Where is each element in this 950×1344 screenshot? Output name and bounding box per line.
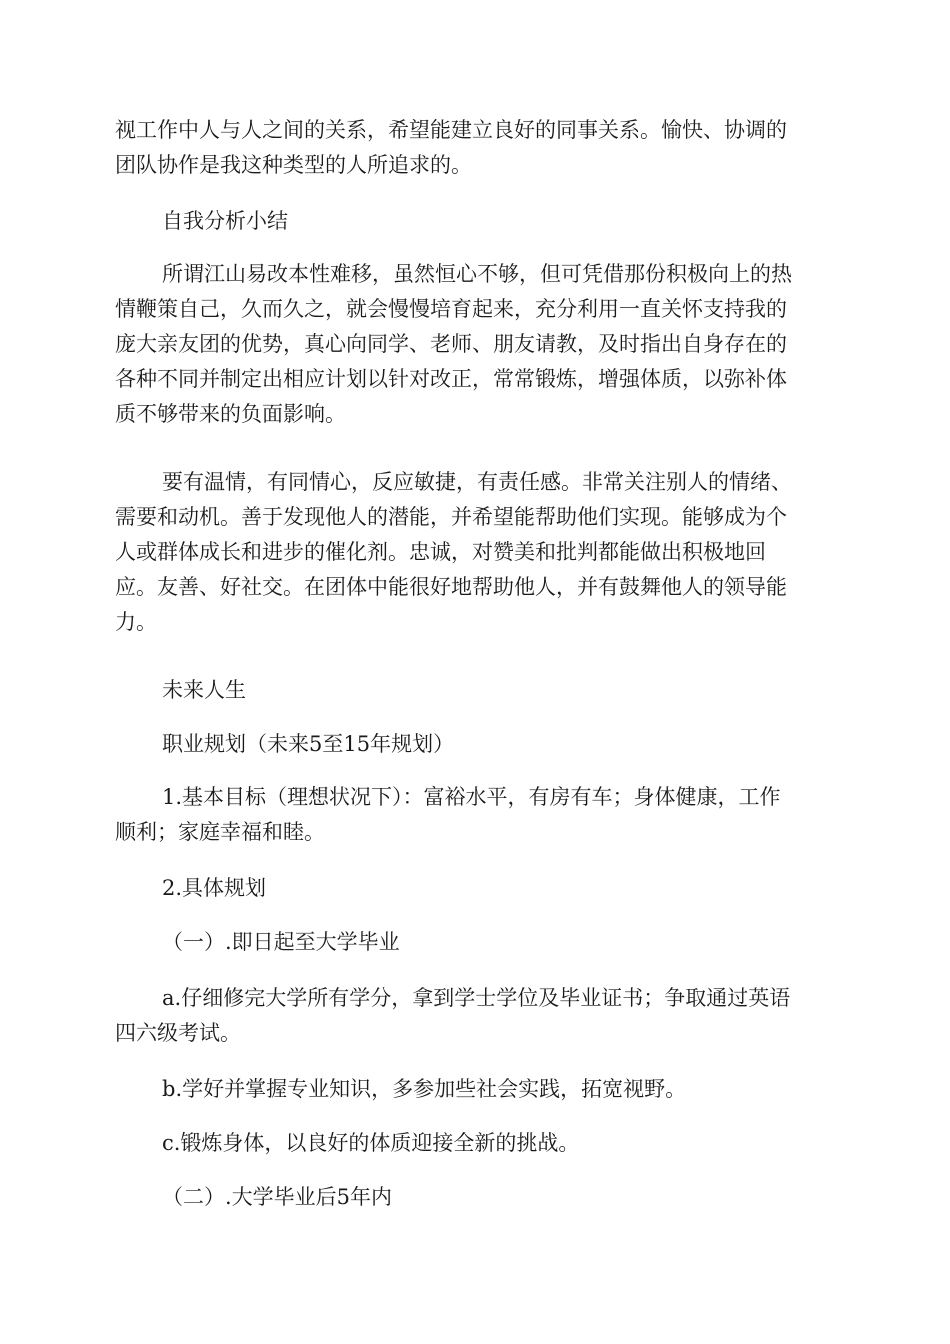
list-item-c [115, 1126, 835, 1161]
text-line: 需要和动机。善于发现他人的潜能，并希望能帮助他们实现。能够成为个 [115, 505, 787, 529]
heading-text: 自我分析小结 [162, 209, 288, 233]
text-line: （二）.大学毕业后5年内 [162, 1185, 393, 1209]
text-line: a.仔细修完大学所有学分，拿到学士学位及毕业证书；争取通过英语 [162, 986, 791, 1010]
heading-career-plan [115, 727, 835, 762]
text-line: 视工作中人与人之间的关系，希望能建立良好的同事关系。愉快、协调的 [115, 118, 787, 142]
heading-text: 未来人生 [162, 678, 246, 702]
text-line: 力。 [115, 610, 157, 634]
list-item-a [115, 981, 835, 1051]
text-line: b.学好并掌握专业知识，多参加些社会实践，拓宽视野。 [162, 1077, 687, 1101]
heading-text: 职业规划（未来5至15年规划） [162, 732, 455, 756]
heading-future-life [115, 673, 835, 708]
list-item-specific-plan [115, 871, 835, 906]
text-line: 所谓江山易改本性难移，虽然恒心不够，但可凭借那份积极向上的热 [162, 262, 792, 286]
text-line: 2.具体规划 [162, 876, 267, 900]
section-until-graduation [115, 925, 835, 960]
paragraph-self-analysis [115, 257, 835, 432]
text-line: c.锻炼身体，以良好的体质迎接全新的挑战。 [162, 1131, 580, 1155]
paragraph-team-relations [115, 113, 835, 183]
list-item-b [115, 1072, 835, 1107]
text-line: 应。友善、好社交。在团体中能很好地帮助他人，并有鼓舞他人的领导能 [115, 575, 787, 599]
text-line: 四六级考试。 [115, 1021, 241, 1045]
text-line: 1.基本目标（理想状况下）：富裕水平，有房有车；身体健康，工作 [162, 785, 781, 809]
text-line: 要有温情，有同情心，反应敏捷，有责任感。非常关注别人的情绪、 [162, 470, 792, 494]
text-line: （一）.即日起至大学毕业 [162, 930, 400, 954]
text-line: 各种不同并制定出相应计划以针对改正，常常锻炼，增强体质，以弥补体 [115, 367, 787, 391]
list-item-basic-goal [115, 780, 835, 850]
text-line: 质不够带来的负面影响。 [115, 402, 346, 426]
text-line: 团队协作是我这种类型的人所追求的。 [115, 153, 472, 177]
paragraph-personality-traits [115, 465, 835, 640]
text-line: 情鞭策自己，久而久之，就会慢慢培育起来，充分利用一直关怀支持我的 [115, 297, 787, 321]
section-after-graduation [115, 1180, 835, 1215]
text-line: 顺利；家庭幸福和睦。 [115, 820, 325, 844]
heading-self-analysis-summary [115, 204, 835, 239]
text-line: 人或群体成长和进步的催化剂。忠诚，对赞美和批判都能做出积极地回 [115, 540, 766, 564]
text-line: 庞大亲友团的优势，真心向同学、老师、朋友请教，及时指出自身存在的 [115, 332, 787, 356]
